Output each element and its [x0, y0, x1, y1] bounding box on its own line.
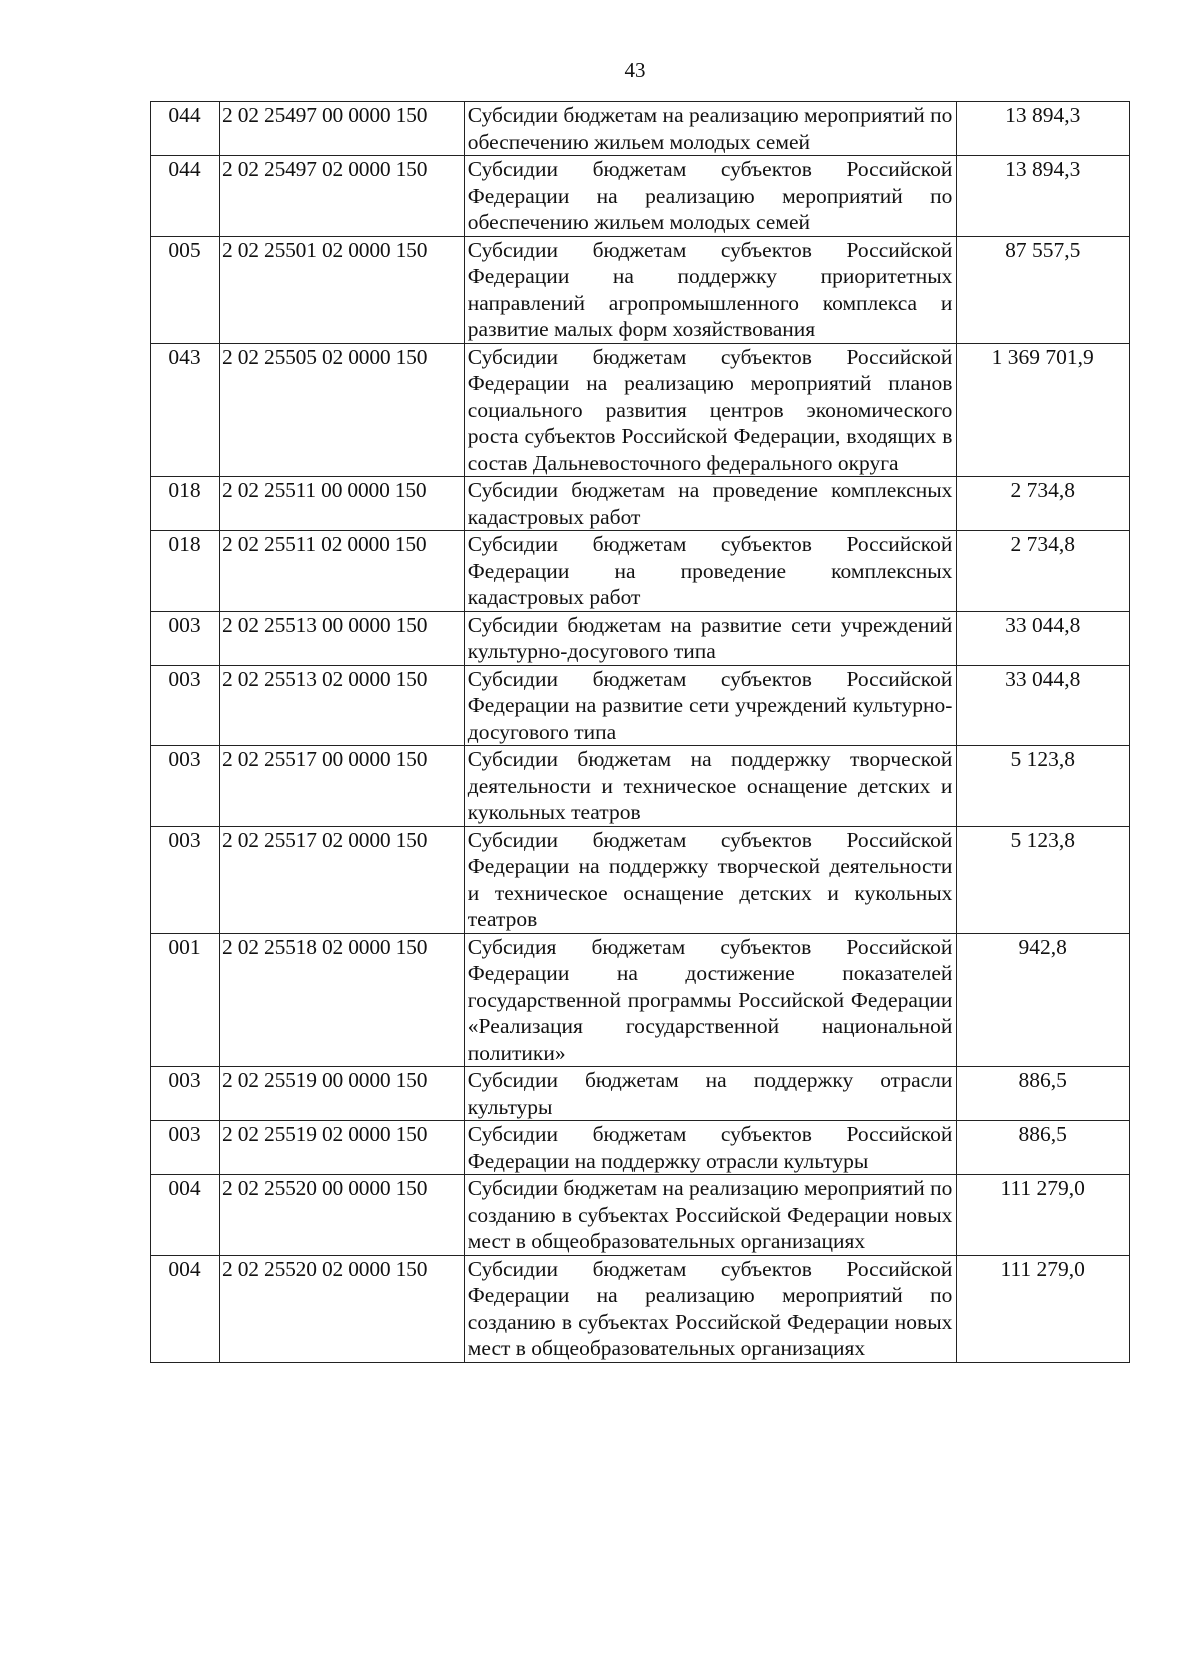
- table-row: [151, 1255, 1130, 1362]
- budget-classification-code-cell: 2 02 25497 02 0000 150: [220, 156, 465, 237]
- budget-classification-code-cell: 2 02 25511 02 0000 150: [220, 531, 465, 612]
- admin-code-cell: 003: [151, 665, 220, 746]
- amount-cell: 13 894,3: [957, 102, 1130, 156]
- amount-cell: 111 279,0: [957, 1175, 1130, 1256]
- table-row: [151, 531, 1130, 612]
- page-number: 43: [624, 58, 646, 82]
- amount-cell: 13 894,3: [957, 156, 1130, 237]
- budget-classification-code-cell: 2 02 25519 02 0000 150: [220, 1121, 465, 1175]
- revenue-name-cell: Субсидии бюджетам на поддержку отрасли культуры: [464, 1067, 957, 1121]
- table-row: [151, 933, 1130, 1067]
- admin-code-cell: 018: [151, 477, 220, 531]
- table-row: [151, 156, 1130, 237]
- admin-code-cell: 005: [151, 236, 220, 343]
- amount-cell: 33 044,8: [957, 665, 1130, 746]
- revenue-name-cell: Субсидии бюджетам субъектов Российской Федерации на реализацию мероприятий по обеспечению жильем молодых семей: [464, 156, 957, 237]
- admin-code-cell: 003: [151, 826, 220, 933]
- revenue-name-cell: Субсидии бюджетам субъектов Российской Федерации на поддержку творческой деятельности и техническое оснащение детских и кукольных театров: [464, 826, 957, 933]
- table-row: [151, 826, 1130, 933]
- revenue-name-cell: Субсидии бюджетам на реализацию мероприятий по обеспечению жильем молодых семей: [464, 102, 957, 156]
- amount-cell: 942,8: [957, 933, 1130, 1067]
- amount-cell: 33 044,8: [957, 611, 1130, 665]
- budget-classification-code-cell: 2 02 25517 00 0000 150: [220, 746, 465, 827]
- admin-code-cell: 003: [151, 1121, 220, 1175]
- revenue-name-cell: Субсидии бюджетам на развитие сети учреждений культурно-досугового типа: [464, 611, 957, 665]
- admin-code-cell: 018: [151, 531, 220, 612]
- amount-cell: 5 123,8: [957, 746, 1130, 827]
- table-row: [151, 477, 1130, 531]
- admin-code-cell: 044: [151, 102, 220, 156]
- table-row: [151, 746, 1130, 827]
- table-row: [151, 611, 1130, 665]
- revenue-name-cell: Субсидии бюджетам на поддержку творческой деятельности и техническое оснащение детских и кукольных театров: [464, 746, 957, 827]
- revenue-name-cell: Субсидии бюджетам субъектов Российской Федерации на поддержку отрасли культуры: [464, 1121, 957, 1175]
- revenue-name-cell: Субсидии бюджетам на проведение комплексных кадастровых работ: [464, 477, 957, 531]
- table-row: [151, 1067, 1130, 1121]
- amount-cell: 2 734,8: [957, 477, 1130, 531]
- budget-classification-code-cell: 2 02 25497 00 0000 150: [220, 102, 465, 156]
- budget-classification-code-cell: 2 02 25501 02 0000 150: [220, 236, 465, 343]
- admin-code-cell: 001: [151, 933, 220, 1067]
- budget-table: [150, 101, 1130, 1363]
- budget-classification-code-cell: 2 02 25513 00 0000 150: [220, 611, 465, 665]
- admin-code-cell: 004: [151, 1255, 220, 1362]
- table-row: [151, 236, 1130, 343]
- amount-cell: 87 557,5: [957, 236, 1130, 343]
- table-row: [151, 1175, 1130, 1256]
- admin-code-cell: 003: [151, 746, 220, 827]
- admin-code-cell: 003: [151, 611, 220, 665]
- admin-code-cell: 004: [151, 1175, 220, 1256]
- amount-cell: 5 123,8: [957, 826, 1130, 933]
- budget-classification-code-cell: 2 02 25505 02 0000 150: [220, 343, 465, 477]
- revenue-name-cell: Субсидии бюджетам субъектов Российской Федерации на проведение комплексных кадастровых работ: [464, 531, 957, 612]
- budget-classification-code-cell: 2 02 25513 02 0000 150: [220, 665, 465, 746]
- revenue-name-cell: Субсидии бюджетам на реализацию мероприятий по созданию в субъектах Российской Федерации новых мест в общеобразовательных организациях: [464, 1175, 957, 1256]
- amount-cell: 886,5: [957, 1121, 1130, 1175]
- revenue-name-cell: Субсидии бюджетам субъектов Российской Федерации на реализацию мероприятий планов социального развития центров экономического роста субъектов Российской Федерации, входящих в состав Дальневосточного федерального округа: [464, 343, 957, 477]
- budget-classification-code-cell: 2 02 25519 00 0000 150: [220, 1067, 465, 1121]
- admin-code-cell: 043: [151, 343, 220, 477]
- revenue-name-cell: Субсидии бюджетам субъектов Российской Федерации на развитие сети учреждений культурно-досугового типа: [464, 665, 957, 746]
- amount-cell: 886,5: [957, 1067, 1130, 1121]
- budget-classification-code-cell: 2 02 25517 02 0000 150: [220, 826, 465, 933]
- budget-classification-code-cell: 2 02 25511 00 0000 150: [220, 477, 465, 531]
- budget-table-body: [151, 102, 1130, 1363]
- amount-cell: 1 369 701,9: [957, 343, 1130, 477]
- admin-code-cell: 003: [151, 1067, 220, 1121]
- admin-code-cell: 044: [151, 156, 220, 237]
- budget-classification-code-cell: 2 02 25520 00 0000 150: [220, 1175, 465, 1256]
- budget-classification-code-cell: 2 02 25518 02 0000 150: [220, 933, 465, 1067]
- amount-cell: 2 734,8: [957, 531, 1130, 612]
- table-row: [151, 343, 1130, 477]
- revenue-name-cell: Субсидия бюджетам субъектов Российской Федерации на достижение показателей государственной программы Российской Федерации «Реализация государственной национальной политики»: [464, 933, 957, 1067]
- revenue-name-cell: Субсидии бюджетам субъектов Российской Федерации на реализацию мероприятий по созданию в субъектах Российской Федерации новых мест в общеобразовательных организациях: [464, 1255, 957, 1362]
- table-row: [151, 1121, 1130, 1175]
- budget-classification-code-cell: 2 02 25520 02 0000 150: [220, 1255, 465, 1362]
- amount-cell: 111 279,0: [957, 1255, 1130, 1362]
- table-row: [151, 102, 1130, 156]
- table-row: [151, 665, 1130, 746]
- revenue-name-cell: Субсидии бюджетам субъектов Российской Федерации на поддержку приоритетных направлений агропромышленного комплекса и развитие малых форм хозяйствования: [464, 236, 957, 343]
